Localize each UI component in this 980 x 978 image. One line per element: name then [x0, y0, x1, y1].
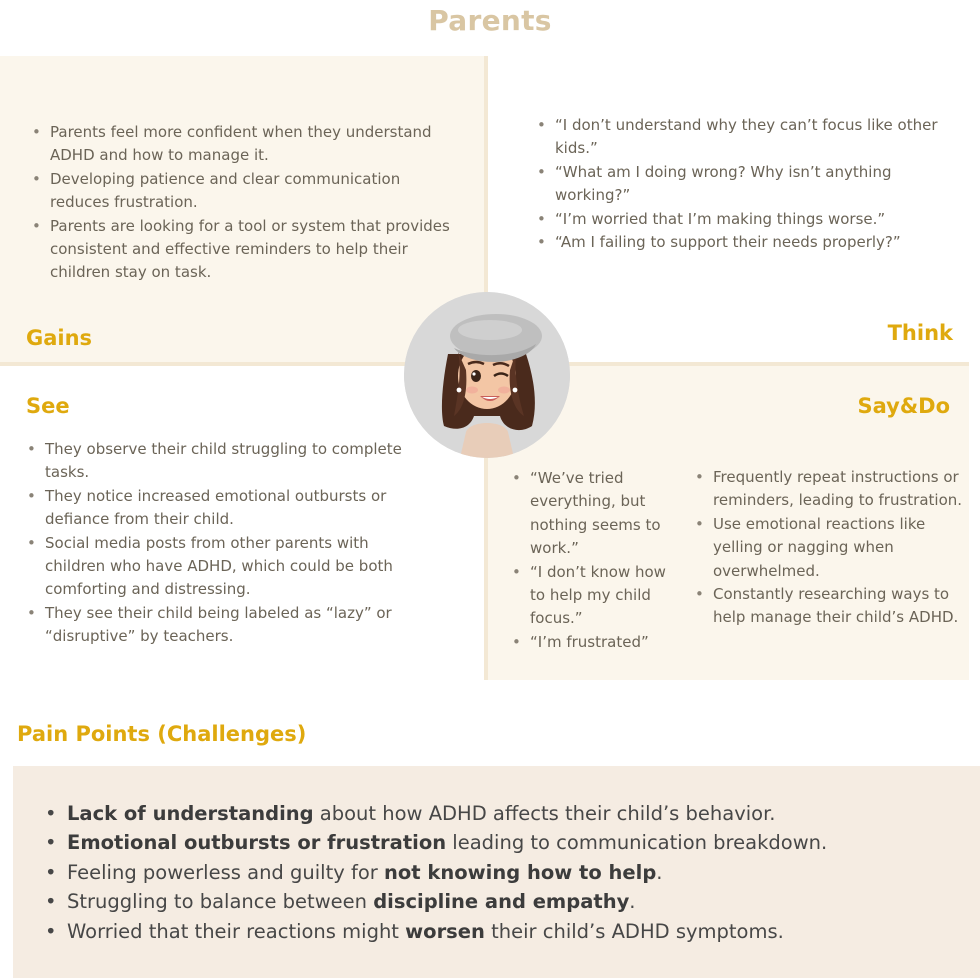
pain-points-list	[43, 799, 827, 946]
list-item: • “I don’t know how to help my child focus.”	[510, 561, 675, 631]
see-list	[25, 438, 420, 649]
list-item: • “I’m frustrated”	[510, 631, 675, 654]
list-item: • Developing patience and clear communication reduces frustration.	[30, 168, 450, 215]
list-item: • “Am I failing to support their needs properly?”	[535, 231, 955, 254]
pain-points-title: Pain Points (Challenges)	[17, 722, 307, 746]
list-item: • Social media posts from other parents with children who have ADHD, which could be both comforting and distressing.	[25, 532, 420, 602]
say-list	[510, 467, 675, 654]
list-item: • “I don’t understand why they can’t focus like other kids.”	[535, 114, 955, 161]
list-item: • Struggling to balance between discipline and empathy.	[43, 887, 827, 916]
list-item: • They see their child being labeled as “lazy” or “disruptive” by teachers.	[25, 602, 420, 649]
list-item: • Use emotional reactions like yelling or nagging when overwhelmed.	[693, 513, 965, 583]
list-item: • “What am I doing wrong? Why isn’t anything working?”	[535, 161, 955, 208]
gains-label: Gains	[26, 326, 93, 350]
list-item: • Lack of understanding about how ADHD affects their child’s behavior.	[43, 799, 827, 828]
say-do-label: Say&Do	[857, 394, 950, 418]
list-item: • Emotional outbursts or frustration leading to communication breakdown.	[43, 828, 827, 857]
pain-points-panel	[13, 766, 980, 978]
think-label: Think	[887, 321, 953, 345]
list-item: • Constantly researching ways to help manage their child’s ADHD.	[693, 583, 965, 630]
think-list	[535, 114, 955, 254]
see-label: See	[26, 394, 70, 418]
page-title: Parents	[428, 4, 552, 37]
memoji-avatar-icon	[404, 292, 570, 458]
gains-list	[30, 121, 450, 285]
list-item: • Frequently repeat instructions or reminders, leading to frustration.	[693, 466, 965, 513]
list-item: • “We’ve tried everything, but nothing seems to work.”	[510, 467, 675, 561]
list-item: • They notice increased emotional outbursts or defiance from their child.	[25, 485, 420, 532]
avatar	[404, 292, 570, 458]
list-item: • Worried that their reactions might worsen their child’s ADHD symptoms.	[43, 917, 827, 946]
list-item: • They observe their child struggling to complete tasks.	[25, 438, 420, 485]
list-item: • Feeling powerless and guilty for not knowing how to help.	[43, 858, 827, 887]
list-item: • Parents feel more confident when they understand ADHD and how to manage it.	[30, 121, 450, 168]
do-list	[693, 466, 965, 630]
list-item: • “I’m worried that I’m making things worse.”	[535, 208, 955, 231]
list-item: • Parents are looking for a tool or system that provides consistent and effective reminders to help their children stay on task.	[30, 215, 450, 285]
